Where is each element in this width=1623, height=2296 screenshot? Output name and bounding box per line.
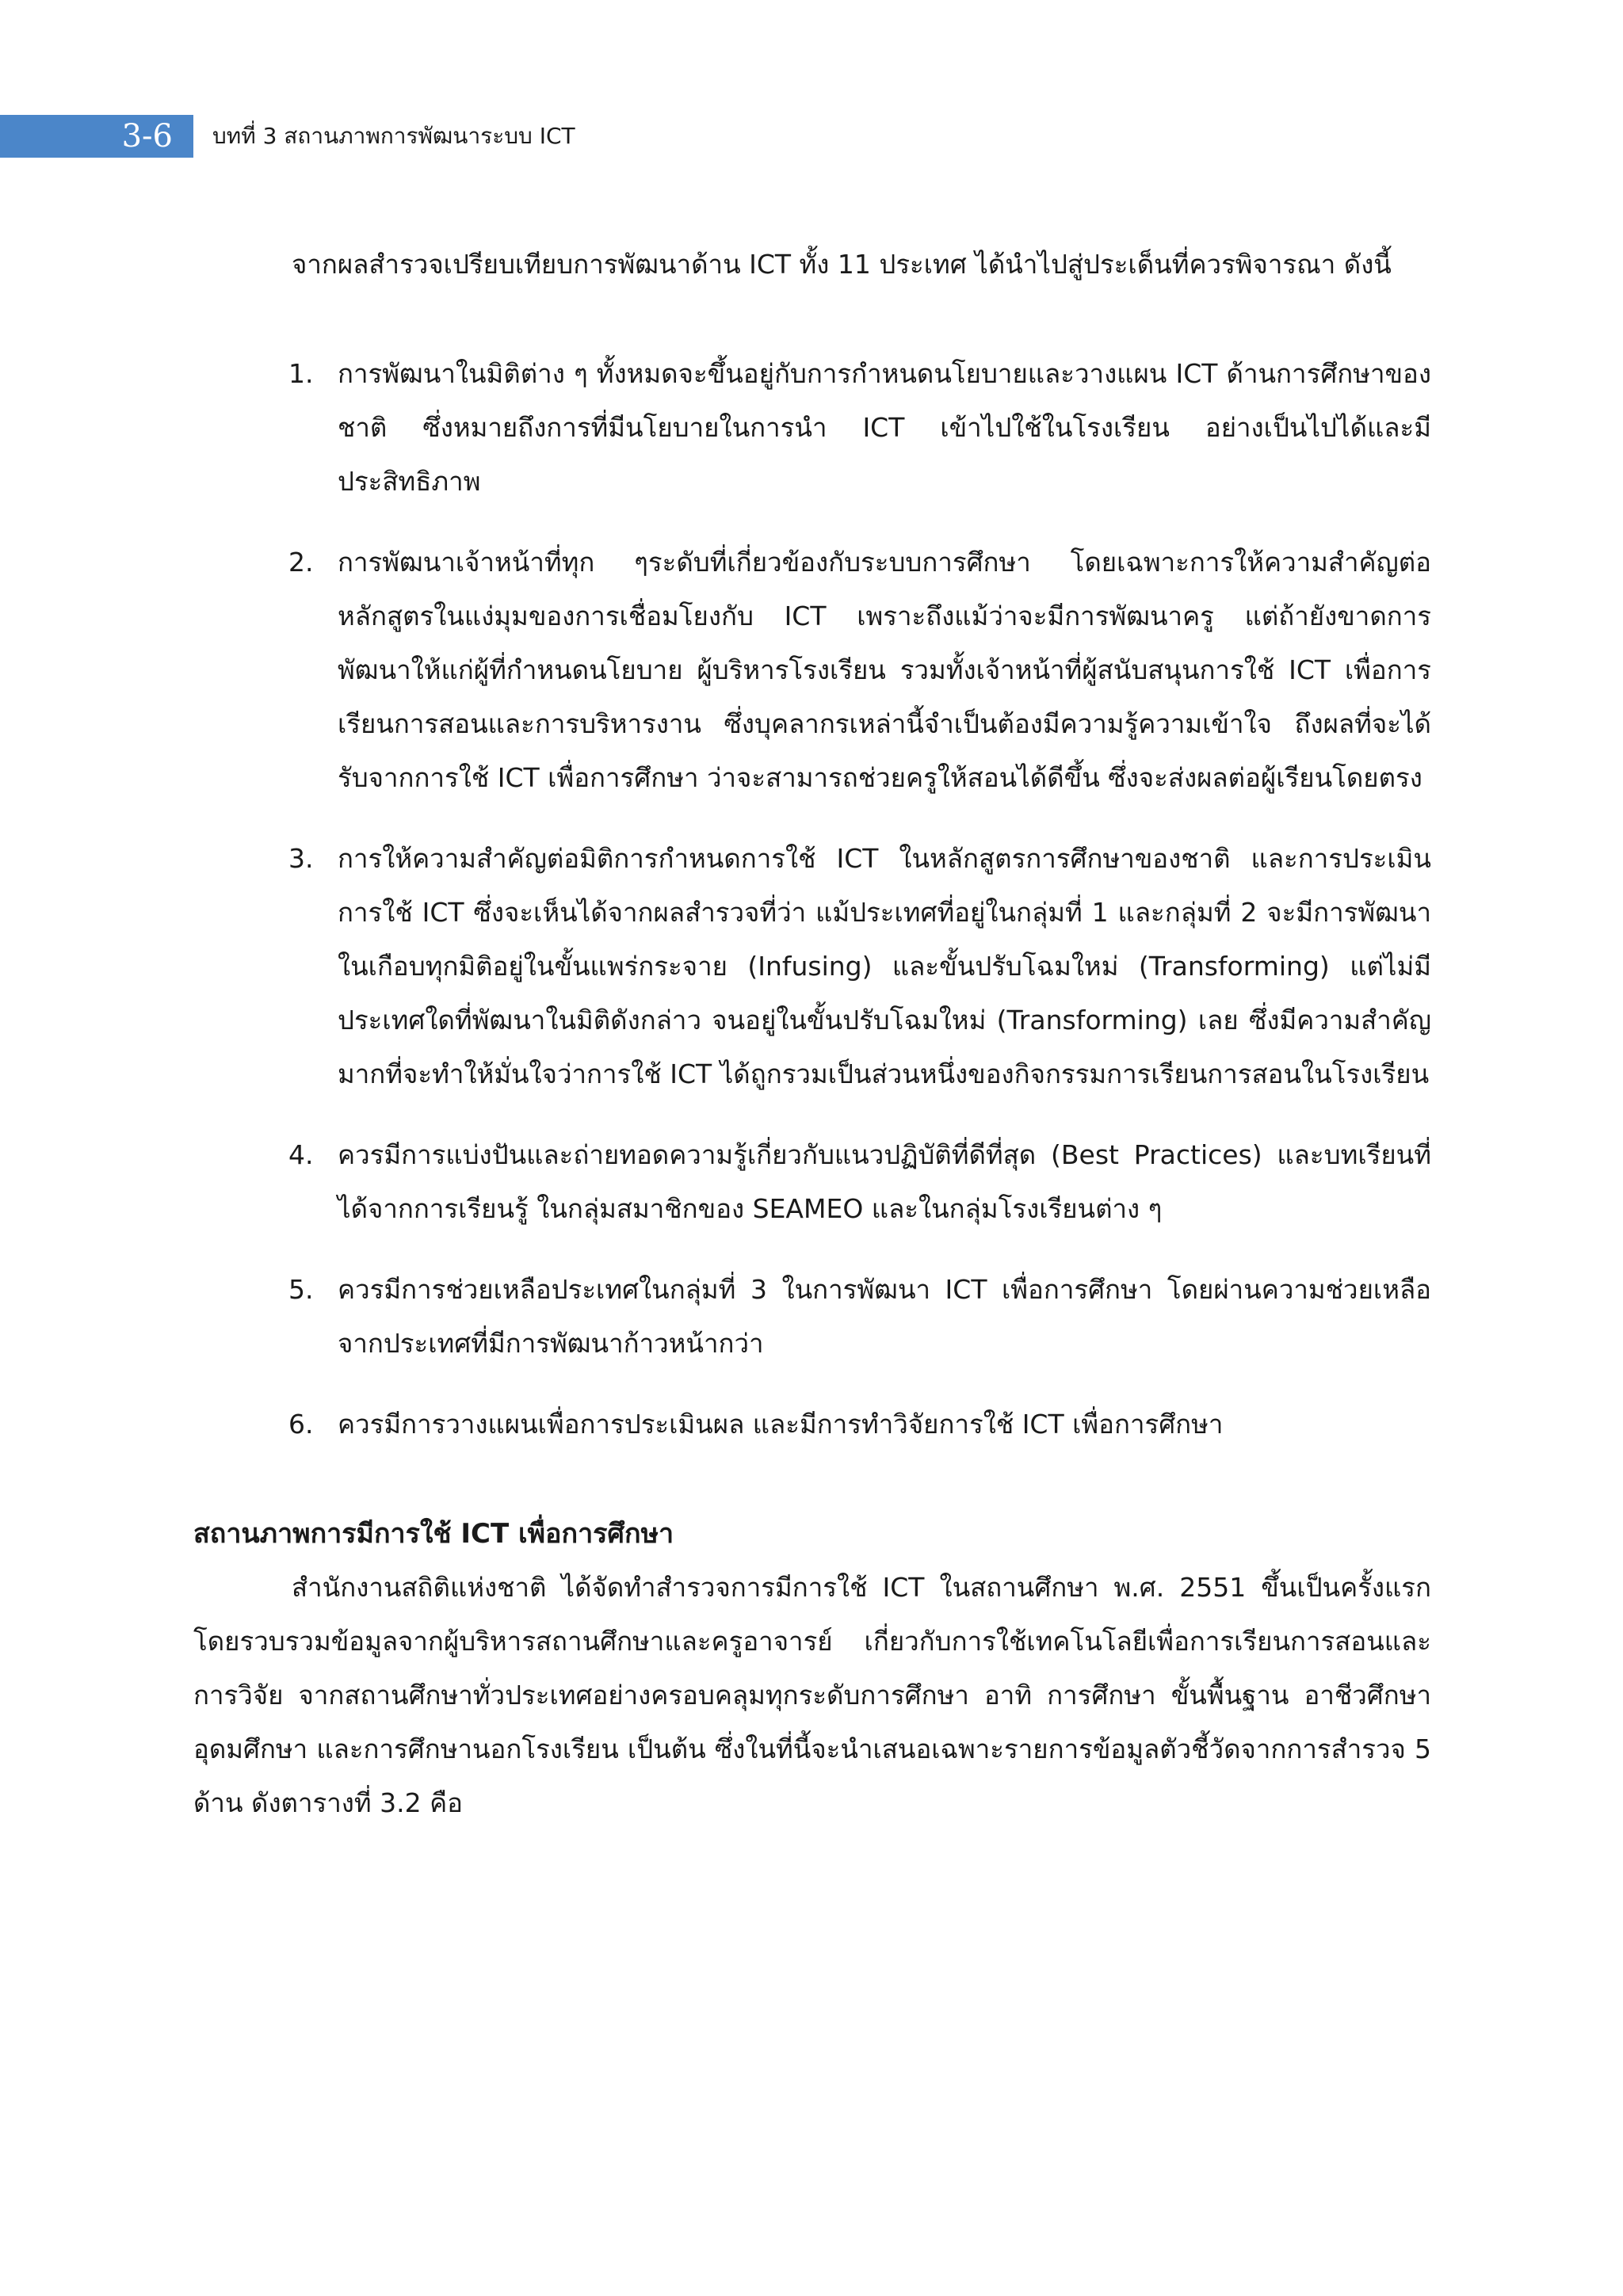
list-item [288,1263,1431,1371]
list-item-number: 4. [288,1139,314,1170]
list-item [288,832,1431,1101]
list-item-number: 5. [288,1274,314,1305]
page-number: 3-6 [121,118,173,154]
section-heading: สถานภาพการมีการใช้ ICT เพื่อการศึกษา [193,1518,674,1550]
list-item-number: 2. [288,547,314,578]
considerations-list [193,347,1431,1451]
list-item [288,1128,1431,1236]
list-item [288,536,1431,805]
list-item-text: การพัฒนาในมิติต่าง ๆ ทั้งหมดจะขึ้นอยู่กับการกำหนดนโยบายและวางแผน ICT ด้านการศึกษาของชาติ ซึ่งหมายถึงการที่มีนโยบายในการนำ ICT เข้าไปใช้ในโรงเรียน อย่างเป็นไปได้และมีประสิทธิภาพ [338,358,1431,497]
list-item [288,347,1431,509]
page-number-tab [0,115,193,158]
list-item-text: ควรมีการแบ่งปันและถ่ายทอดความรู้เกี่ยวกับแนวปฏิบัติที่ดีที่สุด (Best Practices) และบทเรียนที่ได้จากการเรียนรู้ ในกลุ่มสมาชิกของ SEAMEO และในกลุ่มโรงเรียนต่าง ๆ [338,1139,1431,1224]
list-item [288,1398,1431,1451]
page-content [193,238,1431,1830]
list-item-number: 6. [288,1409,314,1440]
list-item-text: ควรมีการวางแผนเพื่อการประเมินผล และมีการทำวิจัยการใช้ ICT เพื่อการศึกษา [338,1409,1224,1440]
list-item-text: การให้ความสำคัญต่อมิติการกำหนดการใช้ ICT ในหลักสูตรการศึกษาของชาติ และการประเมินการใช้ ICT ซึ่งจะเห็นได้จากผลสำรวจที่ว่า แม้ประเทศที่อยู่ในกลุ่มที่ 1 และกลุ่มที่ 2 จะมีการพัฒนาในเกือบทุกมิติอยู่ในขั้นแพร่กระจาย (Infusing) และขั้นปรับโฉมใหม่ (Transforming) แต่ไม่มีประเทศใดที่พัฒนาในมิติดังกล่าว จนอยู่ในขั้นปรับโฉมใหม่ (Transforming) เลย ซึ่งมีความสำคัญมากที่จะทำให้มั่นใจว่าการใช้ ICT ได้ถูกรวมเป็นส่วนหนึ่งของกิจกรรมการเรียนการสอนในโรงเรียน [338,843,1431,1089]
chapter-title: บทที่ 3 สถานภาพการพัฒนาระบบ ICT [212,123,575,149]
list-item-number: 1. [288,358,314,389]
intro-paragraph: จากผลสำรวจเปรียบเทียบการพัฒนาด้าน ICT ทั้ง 11 ประเทศ ได้นำไปสู่ประเด็นที่ควรพิจารณา ดังนี้ [292,249,1392,280]
section-paragraph: สำนักงานสถิติแห่งชาติ ได้จัดทำสำรวจการมีการใช้ ICT ในสถานศึกษา พ.ศ. 2551 ขึ้นเป็นครั้งแรก โดยรวบรวมข้อมูลจากผู้บริหารสถานศึกษาและครูอาจารย์ เกี่ยวกับการใช้เทคโนโลยีเพื่อการเรียนการสอนและการวิจัย จากสถานศึกษาทั่วประเทศอย่างครอบคลุมทุกระดับการศึกษา อาทิ การศึกษา ขั้นพื้นฐาน อาชีวศึกษา อุดมศึกษา และการศึกษานอกโรงเรียน เป็นต้น ซึ่งในที่นี้จะนำเสนอเฉพาะรายการข้อมูลตัวชี้วัดจากการสำรวจ 5 ด้าน ดังตารางที่ 3.2 คือ [193,1572,1431,1818]
list-item-number: 3. [288,843,314,874]
list-item-text: ควรมีการช่วยเหลือประเทศในกลุ่มที่ 3 ในการพัฒนา ICT เพื่อการศึกษา โดยผ่านความช่วยเหลือจากประเทศที่มีการพัฒนาก้าวหน้ากว่า [338,1274,1431,1359]
list-item-text: การพัฒนาเจ้าหน้าที่ทุก ๆระดับที่เกี่ยวข้องกับระบบการศึกษา โดยเฉพาะการให้ความสำคัญต่อหลักสูตรในแง่มุมของการเชื่อมโยงกับ ICT เพราะถึงแม้ว่าจะมีการพัฒนาครู แต่ถ้ายังขาดการพัฒนาให้แก่ผู้ที่กำหนดนโยบาย ผู้บริหารโรงเรียน รวมทั้งเจ้าหน้าที่ผู้สนับสนุนการใช้ ICT เพื่อการเรียนการสอนและการบริหารงาน ซึ่งบุคลากรเหล่านี้จำเป็นต้องมีความรู้ความเข้าใจ ถึงผลที่จะได้รับจากการใช้ ICT เพื่อการศึกษา ว่าจะสามารถช่วยครูให้สอนได้ดีขึ้น ซึ่งจะส่งผลต่อผู้เรียนโดยตรง [338,547,1431,793]
